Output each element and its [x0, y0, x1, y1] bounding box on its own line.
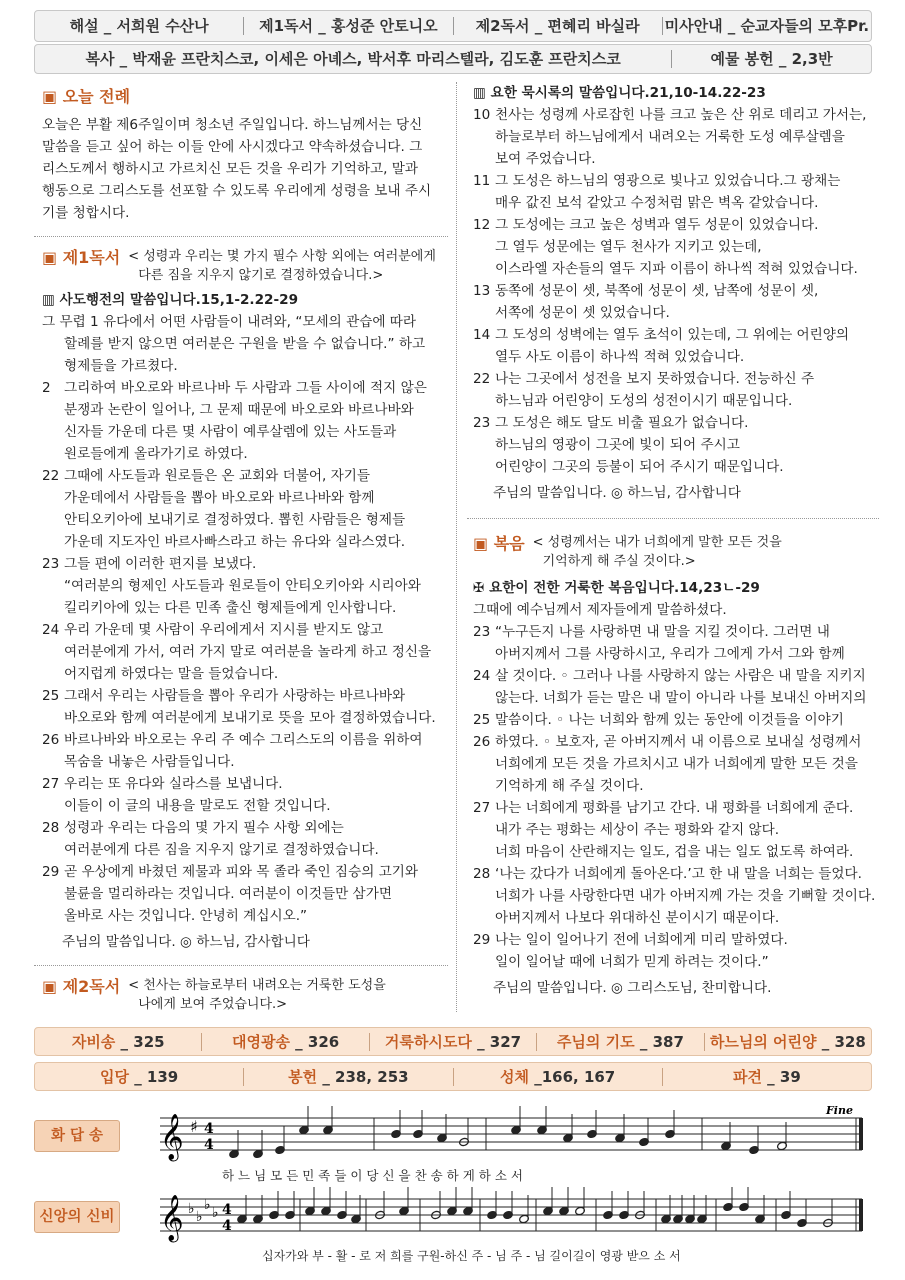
verse-line: 불륜을 멀리하라는 것입니다. 여러분이 이것들만 삼가면 — [64, 886, 392, 902]
verse-line: 그 도성의 성벽에는 열두 초석이 있는데, 그 위에는 어린양의 — [495, 327, 850, 343]
svg-text:♭: ♭ — [212, 1205, 219, 1221]
verse-number: 23 — [42, 556, 60, 572]
today-liturgy — [42, 86, 440, 224]
verse-number: 13 — [473, 283, 491, 299]
verse-number: 14 — [473, 327, 491, 343]
verse-line: 너희가 나를 사랑한다면 내가 아버지께 가는 것을 기뻐할 것이다. — [495, 888, 876, 904]
left-column — [42, 82, 440, 1014]
verse-line: 기억하게 해 주실 것이다. — [495, 778, 644, 794]
verse-line: 서쪽에 성문이 셋 있었습니다. — [495, 305, 670, 321]
verse-number: 28 — [42, 820, 60, 836]
section-divider — [34, 236, 448, 237]
first-reading-summary — [128, 247, 436, 285]
verse-number: 27 — [473, 800, 491, 816]
verse-line: 그 도성은 하느님의 영광으로 빛나고 있었습니다.그 광채는 — [495, 173, 841, 189]
verse-number: 24 — [473, 668, 491, 684]
verse — [42, 685, 440, 729]
hymn-item — [244, 1068, 453, 1086]
verse-line: 동쪽에 성문이 셋, 북쪽에 성문이 셋, 남쪽에 성문이 셋, — [495, 283, 819, 299]
right-column — [473, 82, 876, 999]
verse-line: 성령과 우리는 다음의 몇 가지 필수 사항 외에는 — [64, 820, 344, 836]
verse — [473, 621, 873, 665]
summary-line: 기억하게 해 주실 것이다.> — [542, 554, 696, 569]
psalm-label: 화 답 송 — [34, 1120, 120, 1152]
second-reading-title: ▣ 제2독서 — [42, 977, 121, 996]
verse-line: 매우 값진 보석 같았고 수정처럼 맑은 벽옥 같았습니다. — [495, 195, 819, 211]
role-offertory: 예물 봉헌 _ 2,3반 — [710, 50, 833, 68]
verse-line: 안티오키아에 보내기로 결정하였다. 뽑힌 사람들은 형제들 — [64, 512, 406, 528]
verse-line: 나는 일이 일어나기 전에 너희에게 미리 말하였다. — [495, 932, 788, 948]
hymn-number: _ 39 — [761, 1067, 801, 1086]
verse — [473, 929, 873, 973]
hymn-part: 하느님의 어린양 — [709, 1032, 817, 1051]
hymn-item — [537, 1033, 704, 1051]
role-second-reader: 제2독서 _ 편혜리 바실라 — [454, 17, 663, 35]
verse-number: 29 — [42, 864, 60, 880]
hymn-part: 파견 — [732, 1067, 762, 1086]
fine-mark: Fine — [826, 1106, 853, 1117]
summary-line: < 성령과 우리는 몇 가지 필수 사항 외에는 여러분에게 — [128, 249, 436, 264]
verse — [42, 773, 440, 817]
hymn-part: 자비송 — [71, 1032, 116, 1051]
hymn-part: 봉헌 — [288, 1067, 318, 1086]
verse-number: 11 — [473, 173, 491, 189]
verse-number: 24 — [42, 622, 60, 638]
mystery-of-faith-label: 신앙의 신비 — [34, 1201, 120, 1233]
verse-line: 않는다. 너희가 듣는 말은 내 말이 아니라 나를 보내신 아버지의 — [495, 690, 867, 706]
summary-line: 나에게 보여 주었습니다.> — [138, 997, 288, 1012]
verse-line: 여러분에게 가서, 여러 가지 말로 여러분을 놀라게 하고 정신을 — [64, 644, 432, 660]
summary-line: 다른 짐을 지우지 않기로 결정하였습니다.> — [138, 268, 384, 283]
gospel-source: ✠ 요한이 전한 거룩한 복음입니다.14,23ㄴ-29 — [473, 580, 760, 596]
hymn-item — [705, 1033, 871, 1051]
verse-line: 하느님의 영광이 그곳에 빛이 되어 주시고 — [495, 437, 740, 453]
mystery-of-faith-staff — [150, 1187, 870, 1247]
treble-clef-icon: 𝄞 — [160, 1114, 184, 1160]
time-signature: 4 — [204, 1121, 214, 1137]
verse-line: 아버지께서 나보다 위대하신 분이시기 때문이다. — [495, 910, 780, 926]
psalm-lyrics: 하 느 님 모 든 민 족 들 이 당 신 을 찬 송 하 게 하 소 서 — [222, 1168, 523, 1183]
verse-number: 29 — [473, 932, 491, 948]
hymn-part: 성체 — [500, 1067, 529, 1086]
svg-text:♭: ♭ — [204, 1197, 211, 1213]
verse-line: 여러분에게 다른 짐을 지우지 않기로 결정하였습니다. — [64, 842, 379, 858]
verse-line: 그 무렵 1 유다에서 어떤 사람들이 내려와, “모세의 관습에 따라 — [42, 314, 417, 330]
verse-line: ‘나는 갔다가 너희에게 돌아온다.’고 한 내 말을 너희는 들었다. — [495, 866, 863, 882]
verse-line: 어린양이 그곳의 등불이 되어 주시기 때문입니다. — [495, 459, 784, 475]
verse-line: 할례를 받지 않으면 여러분은 구원을 받을 수 없습니다.” 하고 — [64, 336, 426, 352]
role-altar-servers: 복사 _ 박재윤 프란치스코, 이세은 아녜스, 박서후 마리스텔라, 김도훈 프란치스코 — [35, 50, 672, 68]
verse-line: 그리하여 바오로와 바르나바 두 사람과 그들 사이에 적지 않은 — [64, 380, 427, 396]
second-reading-summary — [128, 976, 386, 1014]
second-reading-source: ▥ 요한 묵시록의 말씀입니다.21,10-14.22-23 — [473, 85, 766, 101]
verse — [473, 863, 876, 929]
verse — [42, 817, 440, 861]
hymn-number: _ 325 — [115, 1032, 165, 1051]
hymn-part: 대영광송 — [231, 1032, 290, 1051]
psalm-staff — [150, 1106, 870, 1166]
svg-text:♭: ♭ — [196, 1209, 203, 1225]
section-divider — [34, 965, 448, 966]
verse-line: 그 도성에는 크고 높은 성벽과 열두 성문이 있었습니다. — [495, 217, 819, 233]
svg-text:4: 4 — [204, 1137, 214, 1153]
column-divider — [456, 82, 457, 1012]
first-reading-verses — [42, 311, 440, 927]
verse-line: “여러분의 형제인 사도들과 원로들이 안티오키아와 시리아와 — [64, 578, 421, 594]
verse-number: 25 — [42, 688, 60, 704]
time-signature: 4 — [222, 1202, 232, 1218]
verse — [473, 665, 873, 709]
first-reading-title: ▣ 제1독서 — [42, 248, 121, 267]
today-title: ▣ 오늘 전례 — [42, 87, 131, 106]
hymn-number: _ 327 — [471, 1032, 522, 1051]
verse-line: 보여 주었습니다. — [495, 151, 596, 167]
verse-line: 하느님과 어린양이 도성의 성전이시기 때문입니다. — [495, 393, 793, 409]
hymn-part: 거룩하시도다 — [384, 1032, 472, 1051]
second-reading-response: 주님의 말씀입니다. ◎ 하느님, 감사합니다 — [493, 485, 741, 501]
first-reading-source: ▥ 사도행전의 말씀입니다.15,1-2.22-29 — [42, 292, 299, 308]
verse-line: 하였다. ◦ 보호자, 곧 아버지께서 내 이름으로 보내실 성령께서 — [495, 734, 862, 750]
gospel-title: ▣ 복음 — [473, 534, 525, 553]
mystery-of-faith-lyrics: 십자가와 부 - 활 - 로 저 희를 구원-하신 주 - 님 주 - 님 길이길이 영광 받으 소 서 — [262, 1249, 681, 1263]
second-reading-body — [473, 82, 873, 504]
role-first-reader: 제1독서 _ 홍성준 안토니오 — [244, 17, 453, 35]
role-usher: 미사안내 _ 순교자들의 모후Pr. — [664, 17, 870, 35]
verse-line: 가운데 지도자인 바르사빠스라고 하는 유다와 실라스였다. — [64, 534, 406, 550]
verse — [473, 709, 873, 731]
summary-line: < 천사는 하늘로부터 내려오는 거룩한 도성을 — [128, 978, 386, 993]
verse-line: 내가 주는 평화는 세상이 주는 평화와 같지 않다. — [495, 822, 780, 838]
verse-line: 살 것이다. ◦ 그러나 나를 사랑하지 않는 사람은 내 말을 지키지 — [495, 668, 866, 684]
verse-line: 나는 너희에게 평화를 남기고 간다. 내 평화를 너희에게 준다. — [495, 800, 854, 816]
verse — [42, 465, 440, 553]
verse-number: 26 — [42, 732, 60, 748]
second-reading-verses — [473, 104, 873, 478]
hymn-item — [370, 1033, 537, 1051]
hymn-item — [663, 1068, 871, 1086]
gospel-summary — [533, 533, 782, 571]
verse — [473, 731, 873, 797]
verse-number: 27 — [42, 776, 60, 792]
today-line: 기를 청합시다. — [42, 205, 130, 221]
verse-number: 26 — [473, 734, 491, 750]
hymn-part: 주님의 기도 — [556, 1032, 635, 1051]
verse-line: 나는 그곳에서 성전을 보지 못하였습니다. 전능하신 주 — [495, 371, 815, 387]
verse-line: 올바로 사는 것입니다. 안녕히 계십시오.” — [64, 908, 308, 924]
verse-line: 우리 가운데 몇 사람이 우리에게서 지시를 받지도 않고 — [64, 622, 384, 638]
verse-line: 그 도성은 해도 달도 비출 필요가 없습니다. — [495, 415, 749, 431]
verse-line: 목숨을 내놓은 사람들입니다. — [64, 754, 235, 770]
verse — [473, 104, 873, 170]
today-line: 행동으로 그리스도를 선포할 수 있도록 우리에게 성령을 보내 주시 — [42, 183, 432, 199]
verse-line: 바오로와 함께 여러분에게 보내기로 뜻을 모아 결정하였습니다. — [64, 710, 436, 726]
verse-number: 25 — [473, 712, 491, 728]
role-commentator: 해설 _ 서희원 수산나 — [35, 17, 244, 35]
first-reading — [42, 247, 440, 953]
verse-line: 어지럽게 하였다는 말을 들었습니다. — [64, 666, 279, 682]
hymn-number: _166, 167 — [528, 1067, 616, 1086]
second-reading-header — [42, 976, 440, 1014]
verse-line: 그들 편에 이러한 편지를 보냈다. — [64, 556, 257, 572]
gospel-response: 주님의 말씀입니다. ◎ 그리스도님, 찬미합니다. — [493, 980, 772, 996]
hymn-number: _ 139 — [128, 1067, 179, 1086]
verse-number: 23 — [473, 624, 491, 640]
hymn-part: 입당 — [100, 1067, 129, 1086]
verse — [473, 324, 873, 368]
roles-row-1 — [34, 10, 872, 42]
verse-line: 곧 우상에게 바쳤던 제물과 피와 목 졸라 죽인 짐승의 고기와 — [64, 864, 419, 880]
verse-number: 22 — [42, 468, 60, 484]
verse-line: 우리는 또 유다와 실라스를 보냅니다. — [64, 776, 283, 792]
hymn-numbers-row-1 — [34, 1027, 872, 1056]
verse-line: 일이 일어날 때에 너희가 믿게 하려는 것이다.” — [495, 954, 769, 970]
hymn-number: _ 238, 253 — [317, 1067, 409, 1086]
svg-text:4: 4 — [222, 1218, 232, 1234]
hymn-numbers-row-2 — [34, 1062, 872, 1091]
verse-line: 이스라엘 자손들의 열두 지파 이름이 하나씩 적혀 있었습니다. — [495, 261, 858, 277]
verse-line: “누구든지 나를 사랑하면 내 말을 지킬 것이다. 그러면 내 — [495, 624, 830, 640]
verse — [42, 861, 440, 927]
summary-line: < 성령께서는 내가 너희에게 말한 모든 것을 — [532, 535, 782, 550]
verse-line: 이들이 이 글의 내용을 말로도 전할 것입니다. — [64, 798, 331, 814]
gospel-verses — [473, 621, 876, 973]
verse-line: 형제들을 가르쳤다. — [64, 358, 178, 374]
verse-line: 그래서 우리는 사람들을 뽑아 우리가 사랑하는 바르나바와 — [64, 688, 406, 704]
hymn-item — [454, 1068, 663, 1086]
verse — [42, 619, 440, 685]
verse — [473, 214, 873, 280]
verse-number: 22 — [473, 371, 491, 387]
gospel-intro: 그때에 예수님께서 제자들에게 말씀하셨다. — [473, 602, 727, 618]
verse — [42, 311, 440, 377]
roles-row-2 — [34, 44, 872, 74]
verse — [473, 280, 873, 324]
verse — [42, 729, 440, 773]
verse-line: 그 열두 성문에는 열두 천사가 지키고 있는데, — [495, 239, 762, 255]
today-line: 말씀을 듣고 싶어 하는 이들 안에 사시겠다고 약속하셨습니다. 그 — [42, 139, 423, 155]
hymn-number: _ 328 — [816, 1032, 866, 1051]
sharp-icon: ♯ — [190, 1117, 198, 1136]
today-line: 리스도께서 행하시고 가르치신 모든 것을 우리가 기억하고, 말과 — [42, 161, 418, 177]
verse-line: 너희에게 모든 것을 가르치시고 내가 너희에게 말한 모든 것을 — [495, 756, 858, 772]
treble-clef-icon: 𝄞 — [160, 1195, 184, 1241]
hymn-item — [202, 1033, 369, 1051]
first-reading-response: 주님의 말씀입니다. ◎ 하느님, 감사합니다 — [62, 934, 310, 950]
today-line: 오늘은 부활 제6주일이며 청소년 주일입니다. 하느님께서는 당신 — [42, 117, 423, 133]
verse — [42, 553, 440, 619]
verse-line: 가운데에서 사람들을 뽑아 바오로와 바르나바와 함께 — [64, 490, 375, 506]
verse — [473, 368, 873, 412]
flat-icon: ♭ — [188, 1201, 195, 1217]
section-divider — [467, 518, 879, 519]
verse-line: 신자들 가운데 다른 몇 사람이 예루살렘에 있는 사도들과 — [64, 424, 397, 440]
verse-line: 천사는 성령께 사로잡힌 나를 크고 높은 산 위로 데리고 가서는, — [495, 107, 867, 123]
verse-line: 너희 마음이 산란해지는 일도, 겁을 내는 일도 없도록 하여라. — [495, 844, 854, 860]
verse-line: 그때에 사도들과 원로들은 온 교회와 더불어, 자기들 — [64, 468, 371, 484]
verse-number: 10 — [473, 107, 491, 123]
verse-line: 킬리키아에 있는 다른 민족 출신 형제들에게 인사합니다. — [64, 600, 397, 616]
verse — [473, 797, 873, 863]
verse-number: 12 — [473, 217, 491, 233]
hymn-number: _ 326 — [289, 1032, 340, 1051]
verse-number: 23 — [473, 415, 491, 431]
verse — [473, 412, 873, 478]
verse-line: 하늘로부터 하느님에게서 내려오는 거룩한 도성 예루살렘을 — [495, 129, 845, 145]
verse-line: 원로들에게 올라가기로 하였다. — [64, 446, 248, 462]
verse-line: 아버지께서 그를 사랑하시고, 우리가 그에게 가서 그와 함께 — [495, 646, 845, 662]
verse-line: 바르나바와 바오로는 우리 주 예수 그리스도의 이름을 위하여 — [64, 732, 423, 748]
verse — [473, 170, 873, 214]
verse-number: 2 — [42, 380, 51, 396]
verse-number: 28 — [473, 866, 491, 882]
hymn-item — [35, 1033, 202, 1051]
verse — [42, 377, 440, 465]
verse-line: 말씀이다. ◦ 나는 너희와 함께 있는 동안에 이것들을 이야기 — [495, 712, 844, 728]
hymn-item — [35, 1068, 244, 1086]
verse-line: 열두 사도 이름이 하나씩 적혀 있었습니다. — [495, 349, 745, 365]
verse-line: 분쟁과 논란이 일어나, 그 문제 때문에 바오로와 바르나바와 — [64, 402, 414, 418]
hymn-number: _ 387 — [634, 1032, 684, 1051]
gospel — [473, 533, 876, 999]
